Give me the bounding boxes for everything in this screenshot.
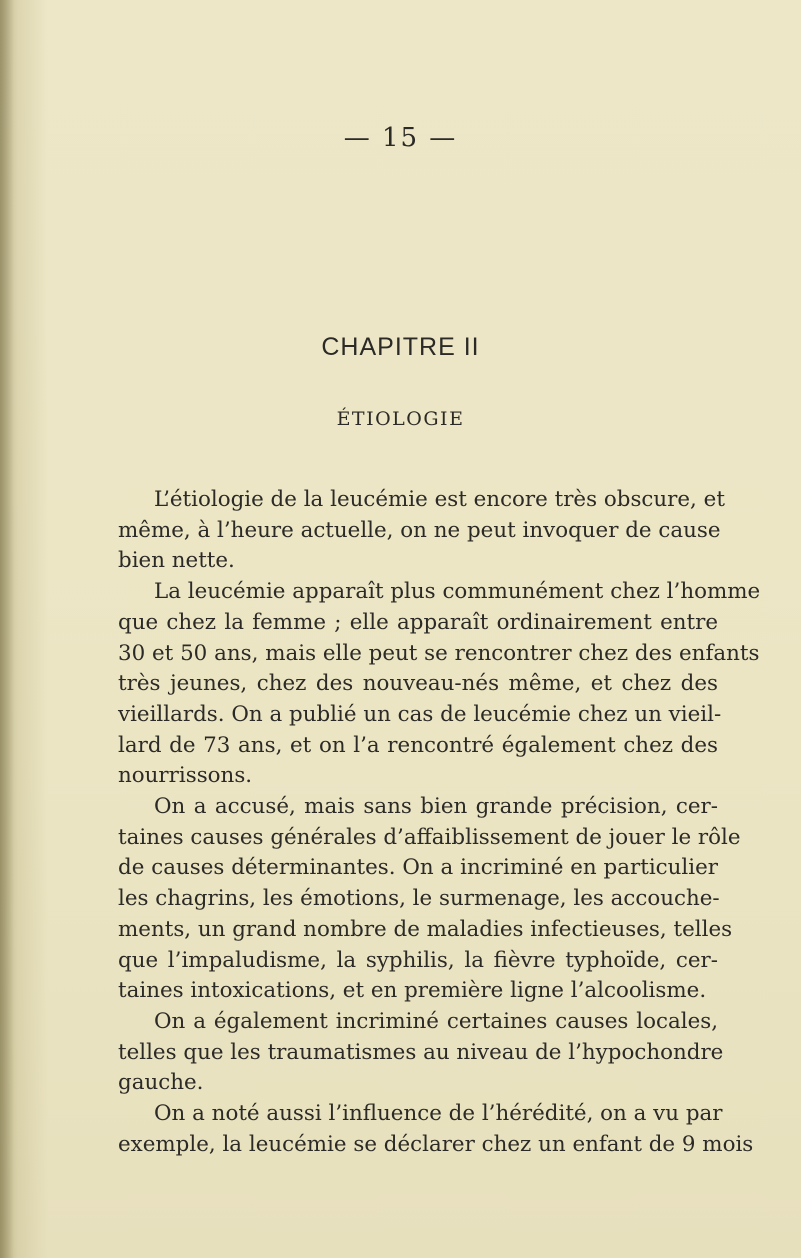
text-line: de causes déterminantes. On a incriminé en particulier xyxy=(118,855,718,881)
chapter-title: CHAPITRE II xyxy=(321,333,480,361)
page-number: — 15 — xyxy=(343,123,458,153)
text-line: nourrissons. xyxy=(118,763,253,789)
text-line: telles que les traumatismes au niveau de l’hypochondre xyxy=(118,1039,724,1065)
text-line: La leucémie apparaît plus communément chez l’homme xyxy=(154,579,761,605)
text-line: On a noté aussi l’influence de l’hérédité, on a vu par xyxy=(154,1101,723,1127)
body-text xyxy=(118,485,761,1160)
text-line: 30 et 50 ans, mais elle peut se rencontrer chez des enfants xyxy=(118,640,760,666)
section-title: ÉTIOLOGIE xyxy=(336,408,465,430)
text-line: ments, un grand nombre de maladies infectieuses, telles xyxy=(118,916,733,942)
text-line: taines causes générales d’affaiblissement de jouer le rôle xyxy=(118,824,741,850)
text-line: gauche. xyxy=(118,1070,204,1096)
text-line: même, à l’heure actuelle, on ne peut invoquer de cause xyxy=(118,517,721,543)
text-line: les chagrins, les émotions, le surmenage, les accouche- xyxy=(118,886,720,912)
text-line: exemple, la leucémie se déclarer chez un enfant de 9 mois xyxy=(118,1131,754,1157)
text-line: lard de 73 ans, et on l’a rencontré également chez des xyxy=(118,732,718,758)
text-line: On a accusé, mais sans bien grande précision, cer- xyxy=(154,794,718,820)
text-line: que chez la femme ; elle apparaît ordinairement entre xyxy=(118,609,718,635)
text-line: que l’impaludisme, la syphilis, la fièvre typhoïde, cer- xyxy=(118,947,718,973)
text-line: bien nette. xyxy=(118,548,235,574)
text-line: taines intoxications, et en première ligne l’alcoolisme. xyxy=(118,978,707,1004)
text-line: L’étiologie de la leucémie est encore très obscure, et xyxy=(154,487,725,512)
page-binding-shadow xyxy=(0,0,14,1258)
text-line: On a également incriminé certaines causes locales, xyxy=(154,1008,718,1034)
text-line: vieillards. On a publié un cas de leucémie chez un vieil- xyxy=(118,701,722,727)
text-line: très jeunes, chez des nouveau-nés même, et chez des xyxy=(118,671,718,697)
